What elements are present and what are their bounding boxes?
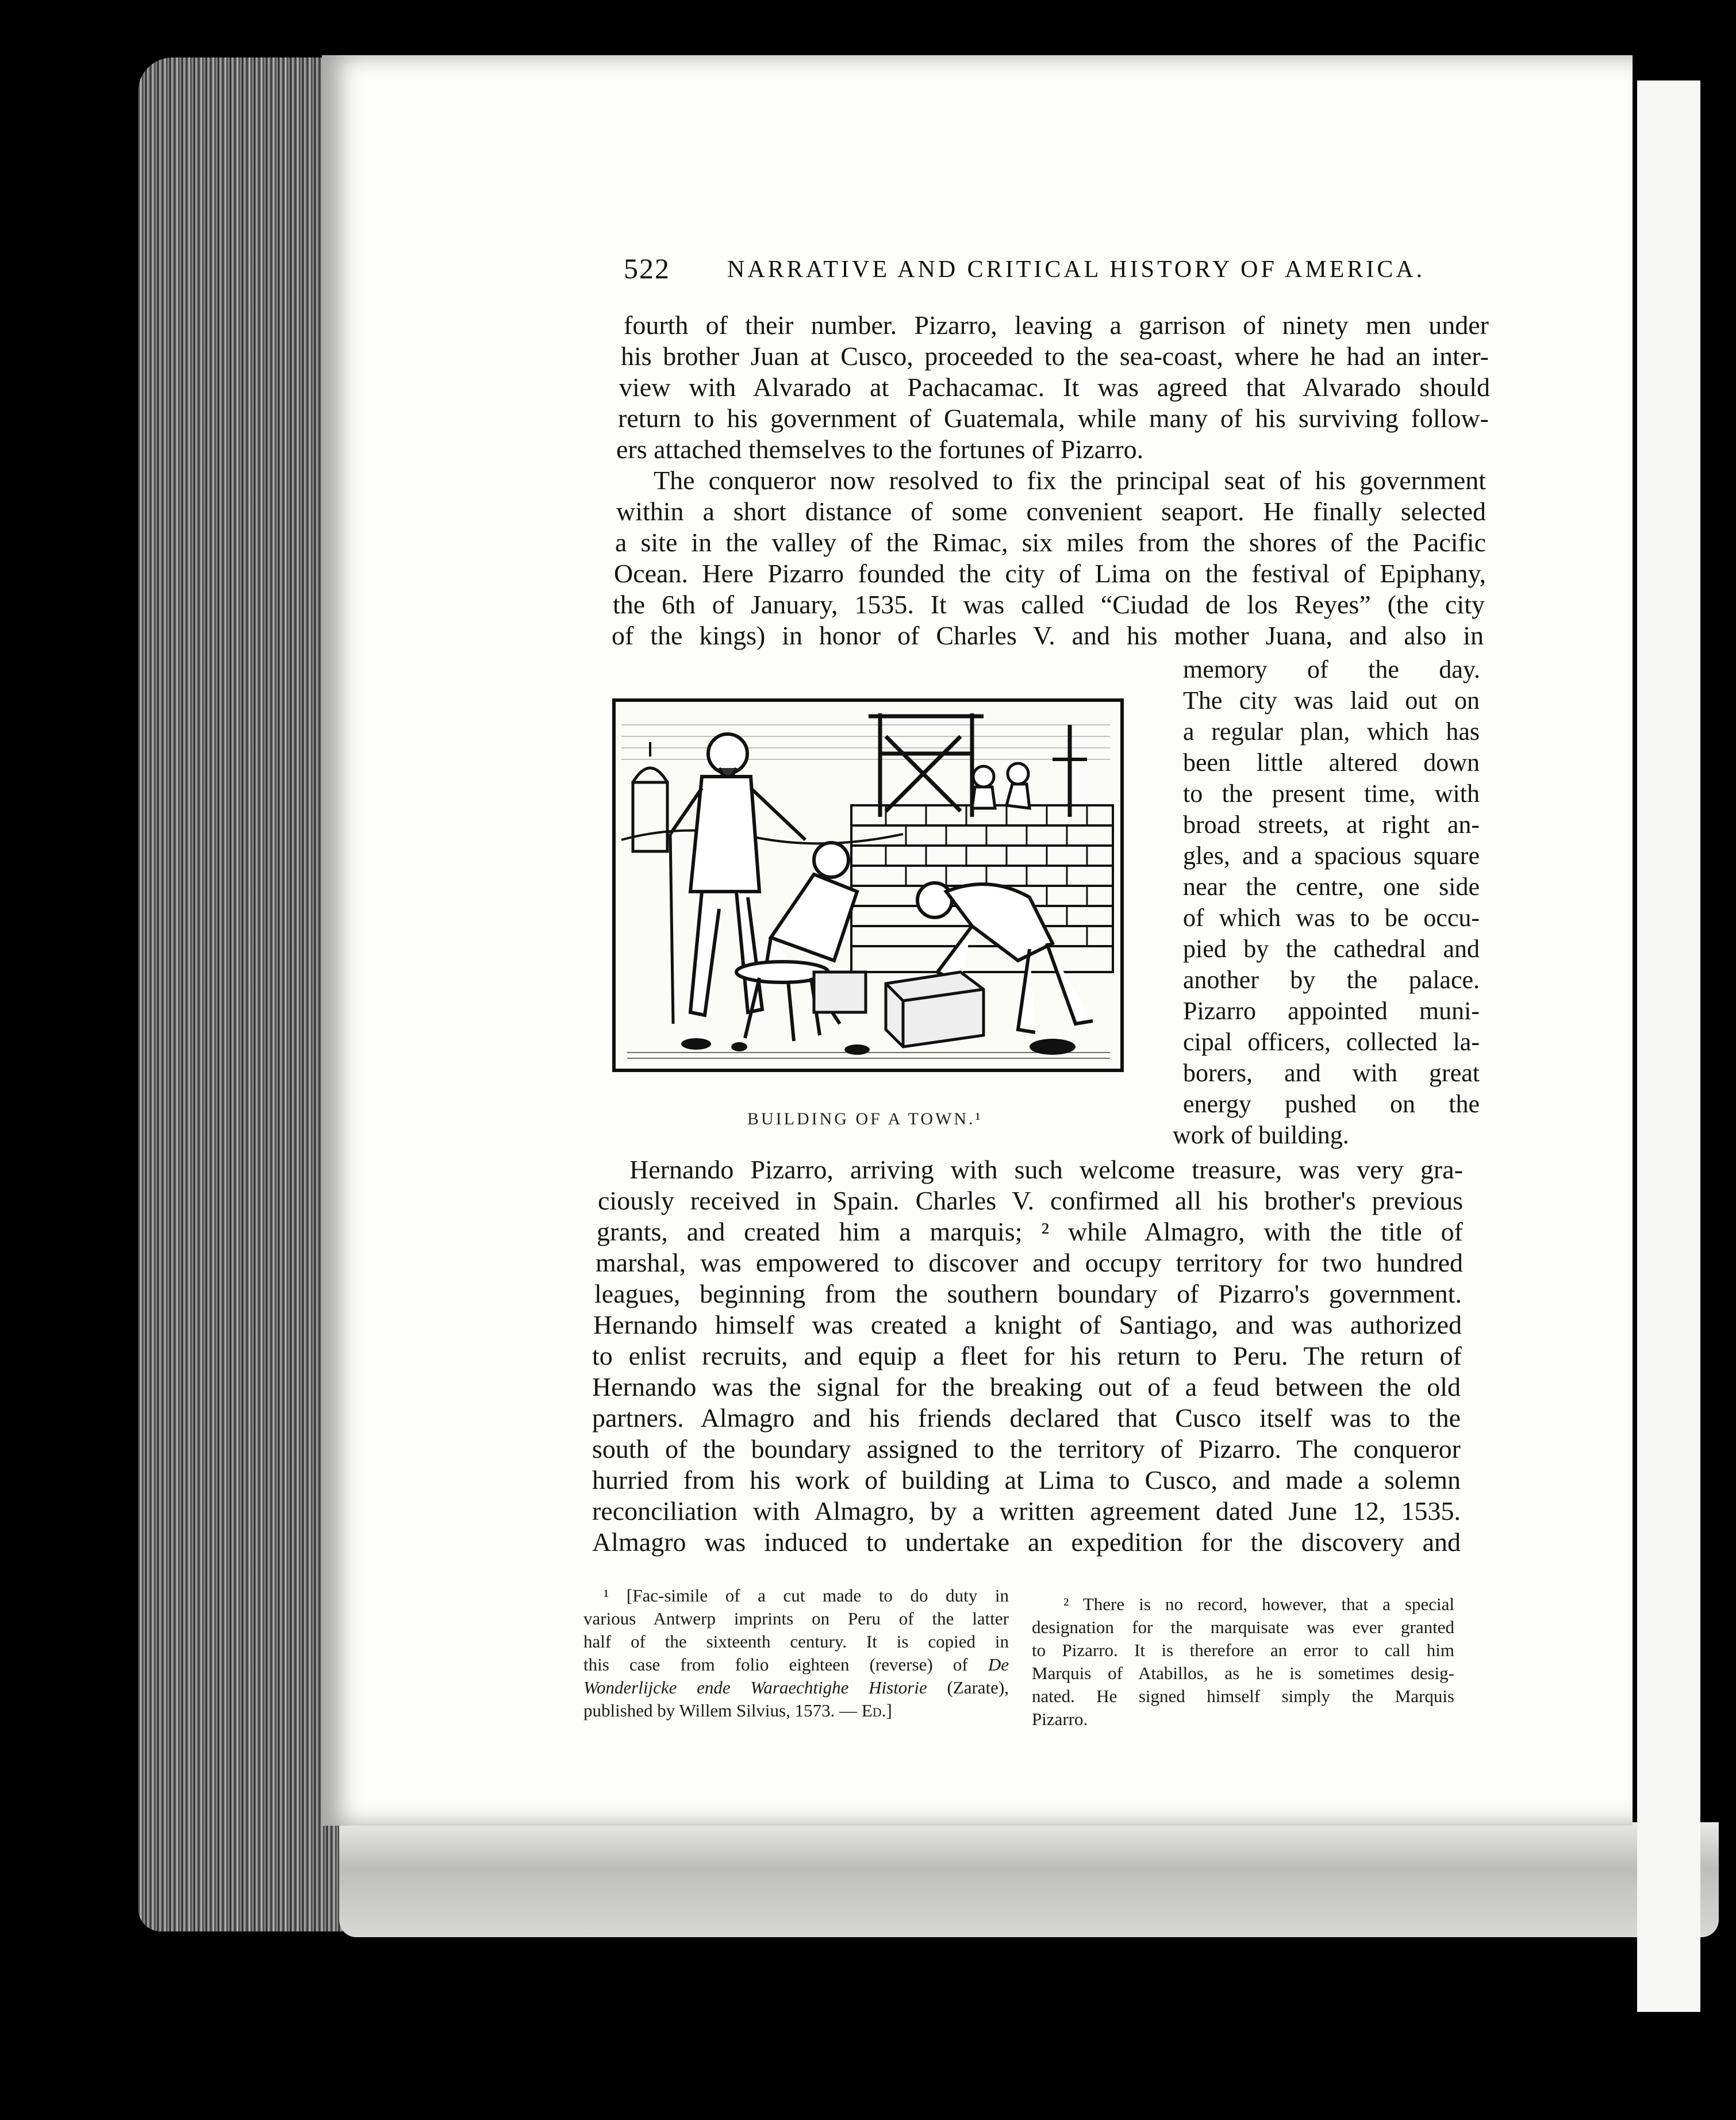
- text-line: Ocean. Here Pizarro founded the city of Lima on the festival of Epiphany,: [614, 559, 1486, 588]
- book-bottom-edge: [339, 1822, 1719, 1937]
- woodcut-drawing: [616, 702, 1120, 1069]
- footnote-text: published by Willem Silvius, 1573. —: [583, 1700, 862, 1720]
- footnote-line: [583, 1679, 1009, 1696]
- text-line: near the centre, one side: [1183, 873, 1480, 901]
- text-line: memory of the day.: [1183, 655, 1480, 683]
- text-line: been little altered down: [1183, 748, 1480, 777]
- text-line: Hernando Pizarro, arriving with such welcome treasure, was very gra-: [629, 1155, 1463, 1184]
- text-line: a regular plan, which has: [1183, 717, 1480, 746]
- text-line: Hernando was the signal for the breaking out of a feud between the old: [592, 1372, 1461, 1401]
- footnote-line: [583, 1656, 1009, 1673]
- footnote-title-italic: De: [988, 1654, 1009, 1675]
- text-line: The conqueror now resolved to fix the principal seat of his government: [654, 466, 1486, 495]
- text-line: cipal officers, collected la-: [1183, 1028, 1480, 1056]
- page-number: 522: [624, 252, 670, 285]
- text-line: Hernando himself was created a knight of Santiago, and was authorized: [593, 1310, 1462, 1339]
- footnote-line: Marquis of Atabillos, as he is sometimes desig-: [1032, 1663, 1454, 1683]
- text-line: view with Alvarado at Pachacamac. It was agreed that Alvarado should: [619, 372, 1490, 402]
- text-line: broad streets, at right an-: [1183, 811, 1480, 839]
- footnote-text: this case from folio eighteen (reverse) of: [583, 1654, 988, 1675]
- woodcut-illustration: [612, 698, 1124, 1072]
- footnote-text: (Zarate),: [927, 1677, 1009, 1697]
- footnote-line: ¹ [Fac-simile of a cut made to do duty in: [604, 1585, 1009, 1606]
- text-line: reconciliation with Almagro, by a written agreement dated June 12, 1535.: [592, 1496, 1461, 1526]
- facing-page-edge: [1637, 80, 1700, 2012]
- text-line: the 6th of January, 1535. It was called “Ciudad de los Reyes” (the city: [613, 590, 1485, 619]
- text-line: energy pushed on the: [1183, 1090, 1480, 1118]
- text-line: to enlist recruits, and equip a fleet for his return to Peru. The return of: [592, 1341, 1462, 1370]
- footnote-line: ² There is no record, however, that a special: [1063, 1594, 1454, 1614]
- text-line: grants, and created him a marquis; ² while Almagro, with the title of: [597, 1217, 1463, 1246]
- text-line: work of building.: [1173, 1121, 1349, 1149]
- text-line: borers, and with great: [1183, 1059, 1480, 1087]
- footnote-title-italic: Wonderlijcke ende Waraechtighe Historie: [583, 1677, 927, 1697]
- text-line: his brother Juan at Cusco, proceeded to the sea-coast, where he had an inter-: [621, 341, 1489, 371]
- text-line: partners. Almagro and his friends declared that Cusco itself was to the: [592, 1403, 1461, 1432]
- footnote-line: nated. He signed himself simply the Marquis: [1032, 1686, 1454, 1706]
- text-line: ciously received in Spain. Charles V. confirmed all his brother's previous: [598, 1186, 1463, 1215]
- footnote-editor-mark: Ed.: [861, 1700, 886, 1720]
- text-line: south of the boundary assigned to the territory of Pizarro. The conqueror: [592, 1434, 1461, 1464]
- text-line: of which was to be occu-: [1183, 904, 1480, 932]
- footnote-line: various Antwerp imprints on Peru of the latter: [583, 1608, 1009, 1629]
- text-line: gles, and a spacious square: [1183, 842, 1480, 870]
- text-line: Pizarro appointed muni-: [1183, 997, 1480, 1025]
- footnote-line: [583, 1702, 892, 1719]
- text-line: pied by the cathedral and: [1183, 935, 1480, 963]
- text-line: The city was laid out on: [1183, 686, 1480, 715]
- text-line: leagues, beginning from the southern boundary of Pizarro's government.: [594, 1279, 1462, 1308]
- text-line: another by the palace.: [1183, 966, 1480, 994]
- text-line: within a short distance of some convenient seaport. He finally selected: [616, 497, 1486, 526]
- footnote-line: designation for the marquisate was ever granted: [1032, 1617, 1454, 1637]
- footnote-line: Pizarro.: [1032, 1709, 1088, 1729]
- text-line: ers attached themselves to the fortunes of Pizarro.: [616, 435, 1144, 464]
- running-title: NARRATIVE AND CRITICAL HISTORY OF AMERICA.: [727, 256, 1426, 283]
- text-line: fourth of their number. Pizarro, leaving a garrison of ninety men under: [624, 310, 1489, 340]
- text-line: Almagro was induced to undertake an expedition for the discovery and: [592, 1527, 1461, 1557]
- figure-caption: BUILDING OF A TOWN.¹: [747, 1109, 983, 1128]
- text-line: a site in the valley of the Rimac, six miles from the shores of the Pacific: [615, 528, 1486, 557]
- text-line: hurried from his work of building at Lima to Cusco, and made a solemn: [592, 1465, 1461, 1495]
- footnote-text: ]: [886, 1700, 892, 1720]
- footnote-line: half of the sixteenth century. It is copied in: [583, 1631, 1009, 1652]
- text-line: to the present time, with: [1183, 779, 1480, 808]
- text-line: return to his government of Guatemala, while many of his surviving follow-: [618, 404, 1489, 433]
- text-line: of the kings) in honor of Charles V. and his mother Juana, and also in: [612, 621, 1484, 650]
- text-line: marshal, was empowered to discover and occupy territory for two hundred: [596, 1248, 1463, 1277]
- footnote-line: to Pizarro. It is therefore an error to call him: [1032, 1640, 1454, 1660]
